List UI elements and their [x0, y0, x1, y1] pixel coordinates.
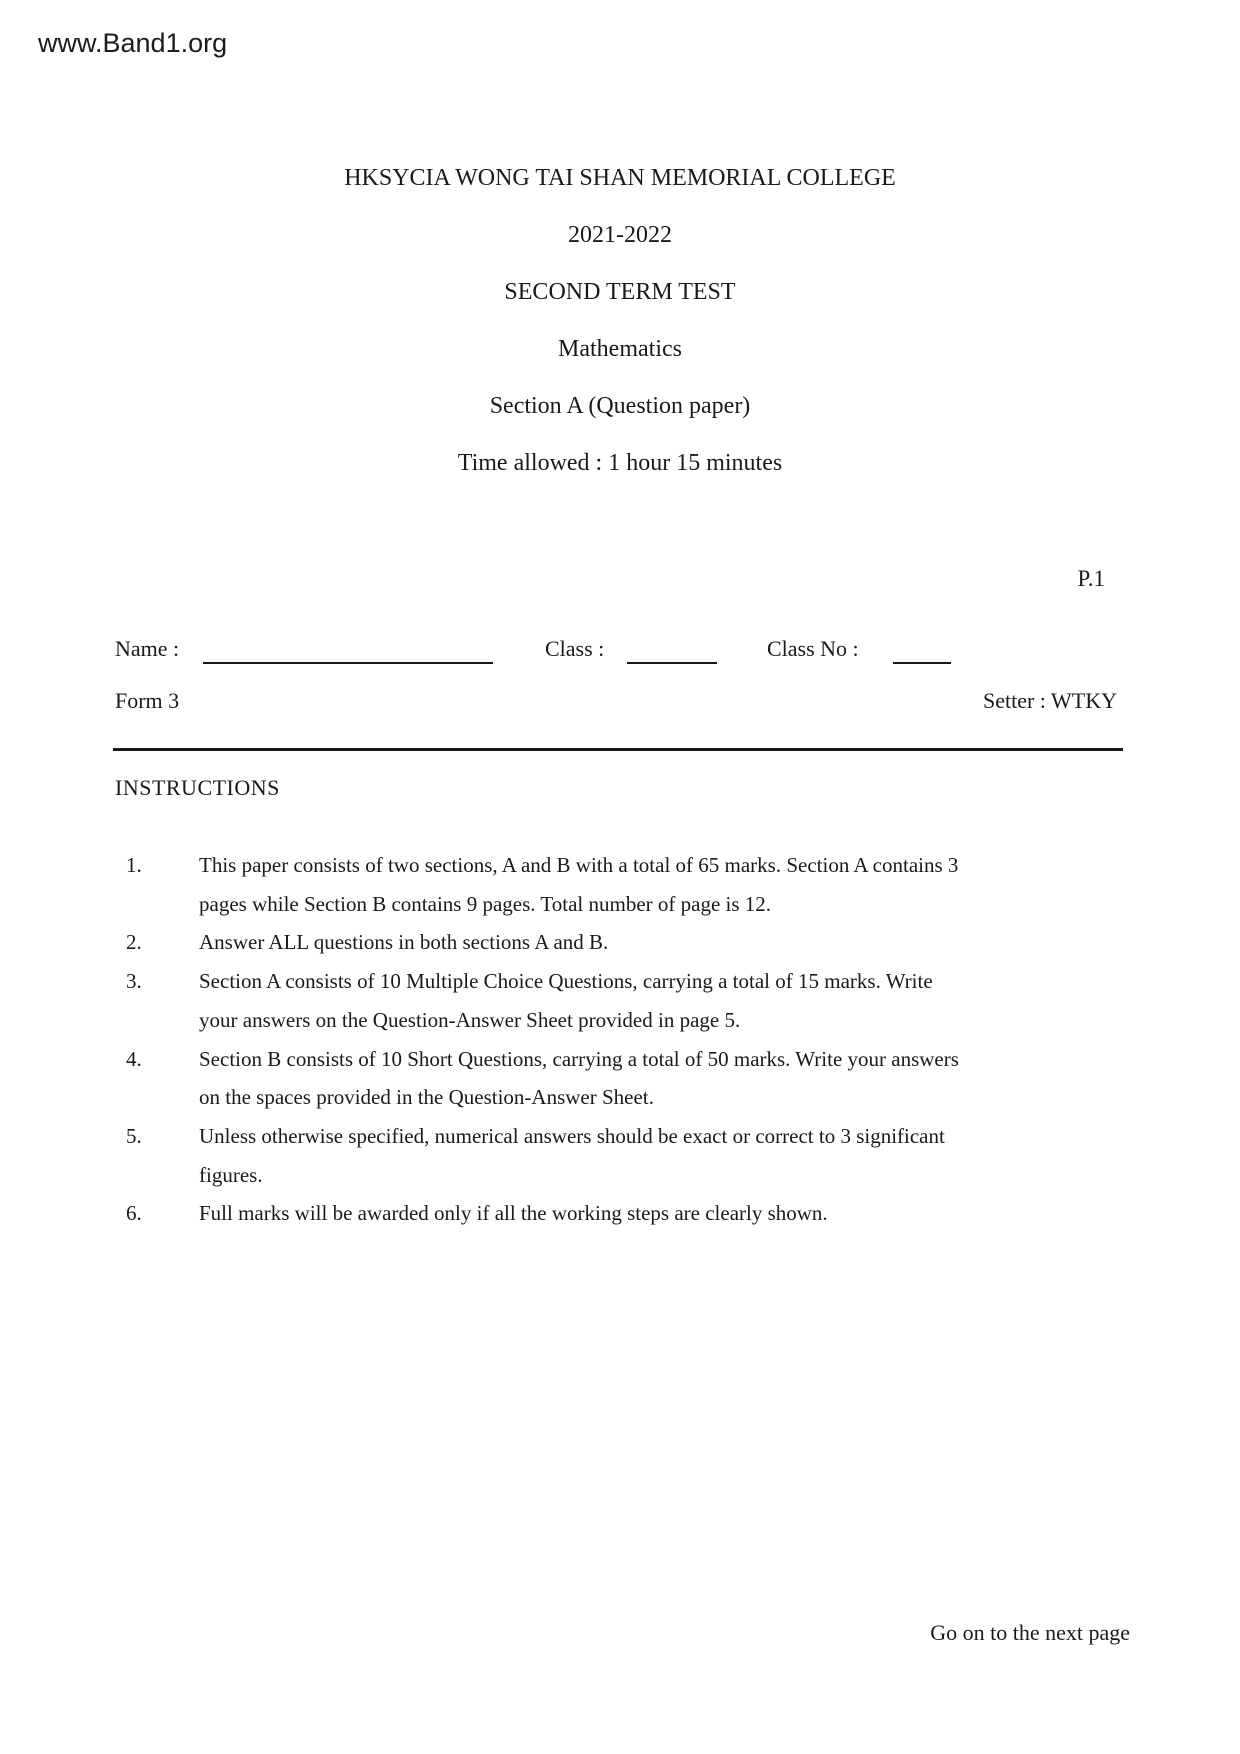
instruction-item-3: [0, 962, 1240, 1039]
class-blank: [627, 636, 717, 664]
instruction-number: 6.: [126, 1201, 142, 1226]
instructions-heading: INSTRUCTIONS: [115, 775, 280, 800]
instruction-line: Section A consists of 10 Multiple Choice Questions, carrying a total of 15 marks. Write: [199, 969, 933, 994]
instruction-item-6: [0, 1194, 1240, 1233]
setter-label: Setter : WTKY: [982, 688, 1117, 713]
instruction-line: Section B consists of 10 Short Questions, carrying a total of 50 marks. Write your answers: [199, 1046, 959, 1071]
instruction-line: your answers on the Question-Answer Sheet provided in page 5.: [199, 1007, 741, 1032]
instruction-line: Full marks will be awarded only if all the working steps are clearly shown.: [199, 1201, 828, 1226]
class-no-blank: [893, 636, 951, 664]
page-header: [0, 150, 1240, 492]
name-blank: [203, 636, 493, 664]
exam-title: SECOND TERM TEST: [504, 279, 736, 305]
academic-year: 2021-2022: [568, 222, 672, 248]
student-info-row: [0, 636, 1240, 670]
instruction-number: 4.: [126, 1046, 142, 1071]
form-label: Form 3: [115, 688, 180, 713]
form-setter-row: [0, 688, 1240, 722]
instruction-line: Answer ALL questions in both sections A and B.: [199, 930, 609, 955]
time-allowed: Time allowed : 1 hour 15 minutes: [457, 450, 783, 476]
instruction-number: 5.: [126, 1123, 142, 1148]
name-label: Name :: [115, 636, 180, 661]
instruction-number: 2.: [126, 930, 142, 955]
school-name: HKSYCIA WONG TAI SHAN MEMORIAL COLLEGE: [344, 165, 896, 191]
instruction-item-5: [0, 1117, 1240, 1194]
instruction-line: Unless otherwise specified, numerical answers should be exact or correct to 3 significant: [199, 1123, 945, 1148]
instruction-line: figures.: [199, 1162, 263, 1187]
instruction-item-4: [0, 1040, 1240, 1117]
watermark-text: www.Band1.org: [38, 28, 228, 58]
section-title: Section A (Question paper): [489, 393, 751, 419]
instructions-list: [0, 846, 1240, 1233]
instruction-item-1: [0, 846, 1240, 923]
instruction-item-2: [0, 923, 1240, 962]
class-label: Class :: [545, 636, 605, 661]
divider-rule: [113, 748, 1123, 751]
instruction-line: pages while Section B contains 9 pages. Total number of page is 12.: [199, 891, 772, 916]
go-on-next-page-note: Go on to the next page: [930, 1620, 1130, 1645]
page-number: P.1: [1077, 566, 1105, 591]
instruction-line: on the spaces provided in the Question-Answer Sheet.: [199, 1085, 654, 1110]
instruction-number: 3.: [126, 969, 142, 994]
subject-name: Mathematics: [558, 336, 682, 362]
instruction-line: This paper consists of two sections, A and B with a total of 65 marks. Section A contains 3: [199, 853, 959, 877]
instruction-number: 1.: [126, 853, 142, 877]
class-no-label: Class No :: [767, 636, 859, 661]
